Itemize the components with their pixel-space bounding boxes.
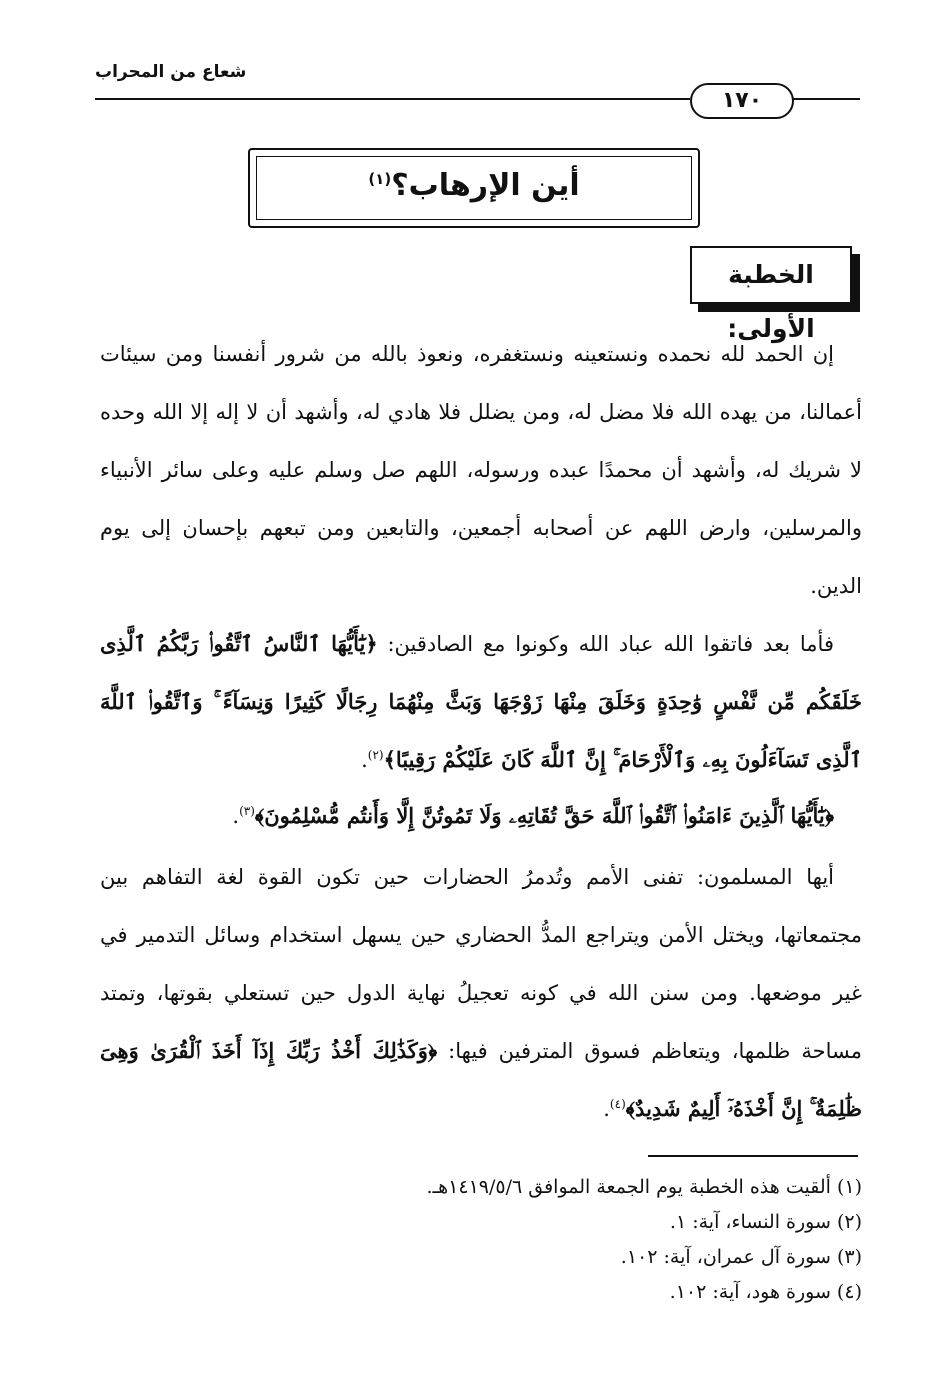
paragraph-quran-2 xyxy=(100,787,862,845)
header-rule xyxy=(95,98,690,100)
header-rule xyxy=(790,98,860,100)
footnote: (٣) سورة آل عمران، آية: ١٠٢. xyxy=(620,1246,862,1268)
period: . xyxy=(603,1097,610,1121)
footnote: (١) ألقيت هذه الخطبة يوم الجمعة الموافق ١٤١٩/٥/٦هـ. xyxy=(426,1176,862,1198)
paragraph-text: فأما بعد فاتقوا الله عباد الله وكونوا مع الصادقين: xyxy=(377,632,834,656)
paragraph-text: أيها المسلمون: تفنى الأمم وتُدمرُ الحضارات حين تكون القوة لغة التفاهم بين مجتمعاتها، ويختل الأمن ويتراجع المدُّ الحضاري حين يسهل استخدام وسائل التدمير في غير موضعها. ومن سنن الله في كونه تعجيلُ نهاية الدول حين تستعلي بقوتها، وتمتد مساحة ظلمها، ويتعاظم فسوق المترفين فيها: xyxy=(100,865,862,1063)
chapter-title xyxy=(250,168,698,203)
footnote-ref: (٤) xyxy=(609,1097,626,1111)
paragraph-opening: إن الحمد لله نحمده ونستعينه ونستغفره، ونعوذ بالله من شرور أنفسنا ومن سيئات أعمالنا، من يهده الله فلا مضل له، ومن يضلل فلا هادي له، وأشهد أن لا إله إلا الله وحده لا شريك له، وأشهد أن محمدًا عبده ورسوله، اللهم صل وسلم عليه وعلى سائر الأنبياء والمرسلين، وارض اللهم عن أصحابه أجمعين، والتابعين ومن تبعهم بإحسان إلى يوم الدين. xyxy=(100,342,862,598)
footnote-ref: (٢) xyxy=(367,748,384,762)
period: . xyxy=(361,748,368,772)
footnote-separator xyxy=(648,1155,858,1157)
section-heading: الخطبة الأولى: xyxy=(690,246,852,304)
footnotes xyxy=(100,1170,862,1310)
chapter-title-text: أين الإرهاب؟ xyxy=(391,168,580,203)
paragraph-main xyxy=(100,848,862,1138)
quran-verse: ﴿يَٰٓأَيُّهَا ٱلنَّاسُ ٱتَّقُوا۟ رَبَّكُمُ ٱلَّذِى خَلَقَكُم مِّن نَّفْسٍ وَٰحِدَةٍ وَخَلَقَ مِنْهَا زَوْجَهَا وَبَثَّ مِنْهُمَا رِجَالًا كَثِيرًا وَنِسَآءً ۚ وَٱتَّقُوا۟ ٱللَّهَ ٱلَّذِى تَسَآءَلُونَ بِهِۦ وَٱلْأَرْحَامَ ۚ إِنَّ ٱللَّهَ كَانَ عَلَيْكُمْ رَقِيبًا﴾ xyxy=(100,631,862,772)
title-footnote-ref: (١) xyxy=(368,170,392,188)
period: . xyxy=(232,804,240,828)
running-title: شعاع من المحراب xyxy=(95,62,247,82)
quran-verse: ﴿يَٰٓأَيُّهَا ٱلَّذِينَ ءَامَنُوا۟ ٱتَّقُوا۟ ٱللَّهَ حَقَّ تُقَاتِهِۦ وَلَا تَمُوتُنَّ إِلَّا وَأَنتُم مُّسْلِمُونَ﴾ xyxy=(254,803,834,828)
section-heading-box xyxy=(690,246,860,343)
title-frame xyxy=(248,148,700,228)
footnote-ref: (٣) xyxy=(239,804,255,818)
quran-verse: ﴿وَكَذَٰلِكَ أَخْذُ رَبِّكَ إِذَآ أَخَذَ ٱلْقُرَىٰ وَهِىَ ظَٰلِمَةٌ ۚ إِنَّ أَخْذَهُۥٓ أَلِيمٌ شَدِيدٌ﴾ xyxy=(100,1038,862,1121)
paragraph-quran-1 xyxy=(100,615,862,789)
page-number: ١٧٠ xyxy=(690,83,794,119)
footnote: (٤) سورة هود، آية: ١٠٢. xyxy=(669,1281,862,1303)
footnote: (٢) سورة النساء، آية: ١. xyxy=(669,1211,862,1233)
